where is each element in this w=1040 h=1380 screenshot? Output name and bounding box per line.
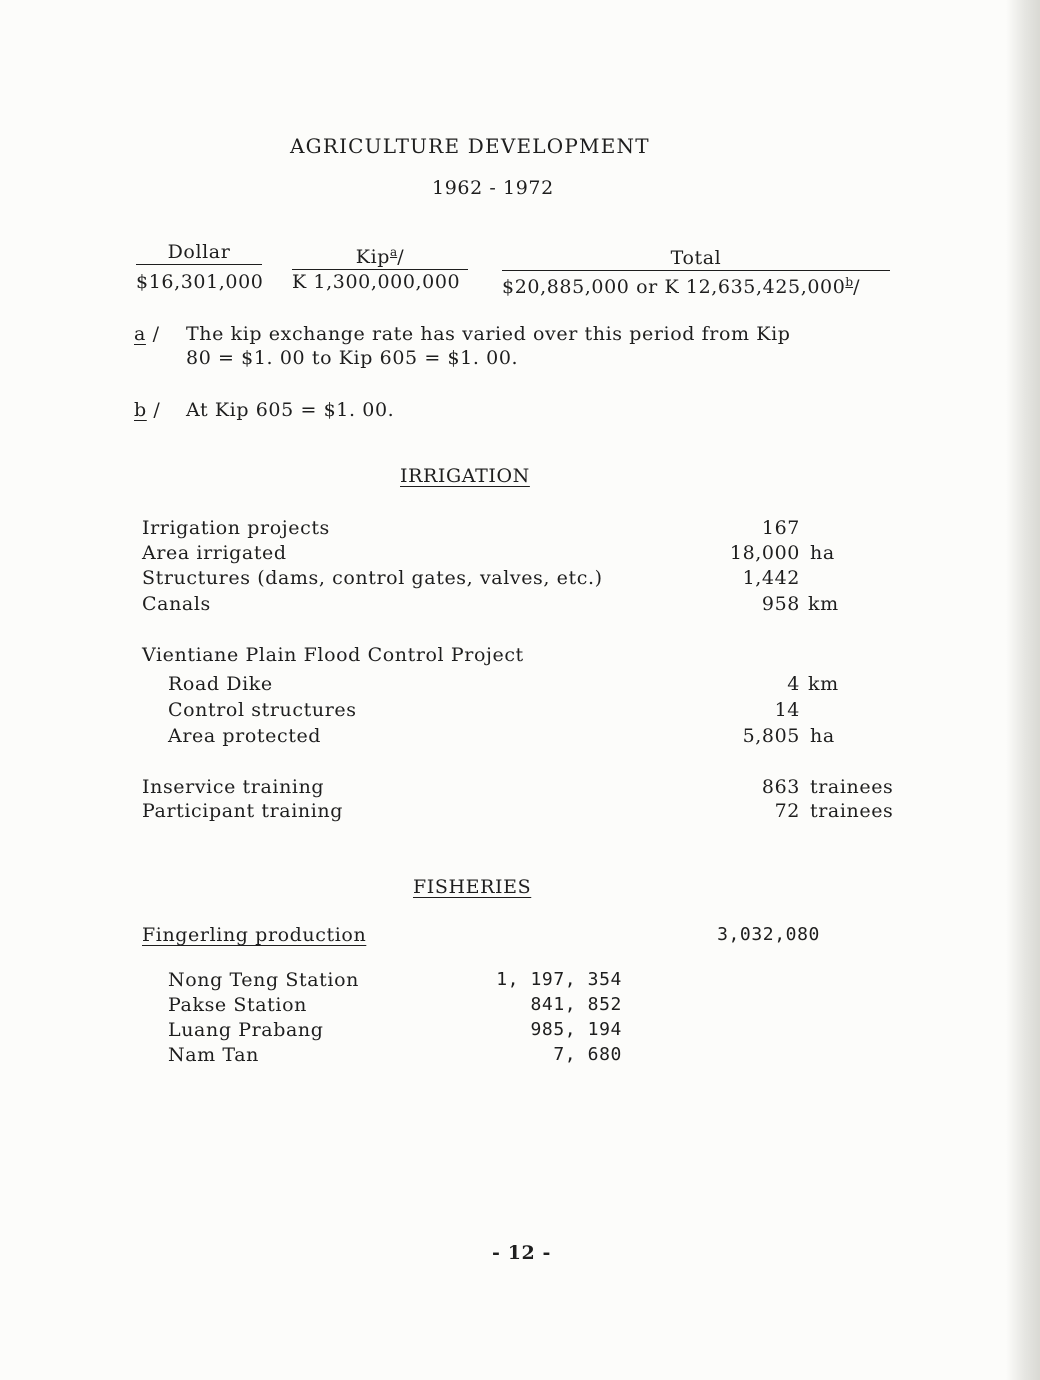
station-row-value: 841, 852 <box>530 994 622 1015</box>
flood-row-value: 4 <box>787 673 800 695</box>
dollar-total-value: $16,301,000 <box>136 271 264 293</box>
training-row-label: Inservice training <box>142 776 325 798</box>
flood-row-label: Control structures <box>168 699 357 721</box>
flood-control-title: Vientiane Plain Flood Control Project <box>142 644 524 666</box>
station-row-value: 1, 197, 354 <box>496 969 622 990</box>
irrigation-row-unit: km <box>808 593 839 615</box>
irrigation-row-label: Canals <box>142 593 211 615</box>
dollar-column-heading: Dollar <box>136 240 262 265</box>
station-row-label: Luang Prabang <box>168 1019 324 1041</box>
irrigation-row-value: 1,442 <box>742 567 800 589</box>
irrigation-row-label: Structures (dams, control gates, valves, etc.) <box>142 567 603 589</box>
station-row-value: 985, 194 <box>530 1019 622 1040</box>
training-row-label: Participant training <box>142 800 344 822</box>
kip-total-value: K 1,300,000,000 <box>292 271 461 293</box>
footnote-a-line-1: The kip exchange rate has varied over this period from Kip <box>186 323 791 345</box>
footnote-b-marker: b / <box>134 399 161 421</box>
station-row-label: Pakse Station <box>168 994 307 1016</box>
total-footnote-marker: b <box>845 275 854 289</box>
irrigation-row-value: 958 <box>761 593 800 615</box>
flood-row-label: Road Dike <box>168 673 273 695</box>
page-title: AGRICULTURE DEVELOPMENT <box>290 134 650 158</box>
fingerling-production-total: 3,032,080 <box>717 924 820 945</box>
irrigation-row-label: Irrigation projects <box>142 517 330 539</box>
footnote-a-marker: a / <box>134 323 160 345</box>
page-edge-shadow <box>1006 0 1040 1380</box>
irrigation-row-value: 167 <box>761 517 800 539</box>
total-column-heading: Total <box>502 246 890 271</box>
station-row-label: Nong Teng Station <box>168 969 359 991</box>
training-row-unit: trainees <box>810 800 894 822</box>
footnote-b-text: At Kip 605 = $1. 00. <box>186 399 395 421</box>
irrigation-row-label: Area irrigated <box>142 542 287 564</box>
station-row-value: 7, 680 <box>553 1044 622 1065</box>
flood-row-unit: ha <box>810 725 835 747</box>
year-range: 1962 - 1972 <box>432 177 554 199</box>
training-row-value: 863 <box>761 776 800 798</box>
training-row-unit: trainees <box>810 776 894 798</box>
irrigation-row-value: 18,000 <box>729 542 800 564</box>
footnote-a-line-2: 80 = $1. 00 to Kip 605 = $1. 00. <box>186 347 519 369</box>
page-number: - 12 - <box>492 1242 552 1264</box>
grand-total-value: $20,885,000 or K 12,635,425,000$^b$/ <box>502 275 861 298</box>
station-row-label: Nam Tan <box>168 1044 259 1066</box>
flood-row-unit: km <box>808 673 839 695</box>
flood-row-label: Area protected <box>168 725 322 747</box>
training-row-value: 72 <box>774 800 800 822</box>
irrigation-heading: IRRIGATION <box>400 465 530 487</box>
fisheries-heading: FISHERIES <box>413 876 532 898</box>
kip-column-heading: Kip$^a$/ <box>292 240 468 270</box>
fingerling-production-label: Fingerling production <box>142 924 367 946</box>
irrigation-row-unit: ha <box>810 542 835 564</box>
flood-row-value: 14 <box>774 699 800 721</box>
flood-row-value: 5,805 <box>742 725 800 747</box>
kip-footnote-marker: a <box>390 245 398 259</box>
